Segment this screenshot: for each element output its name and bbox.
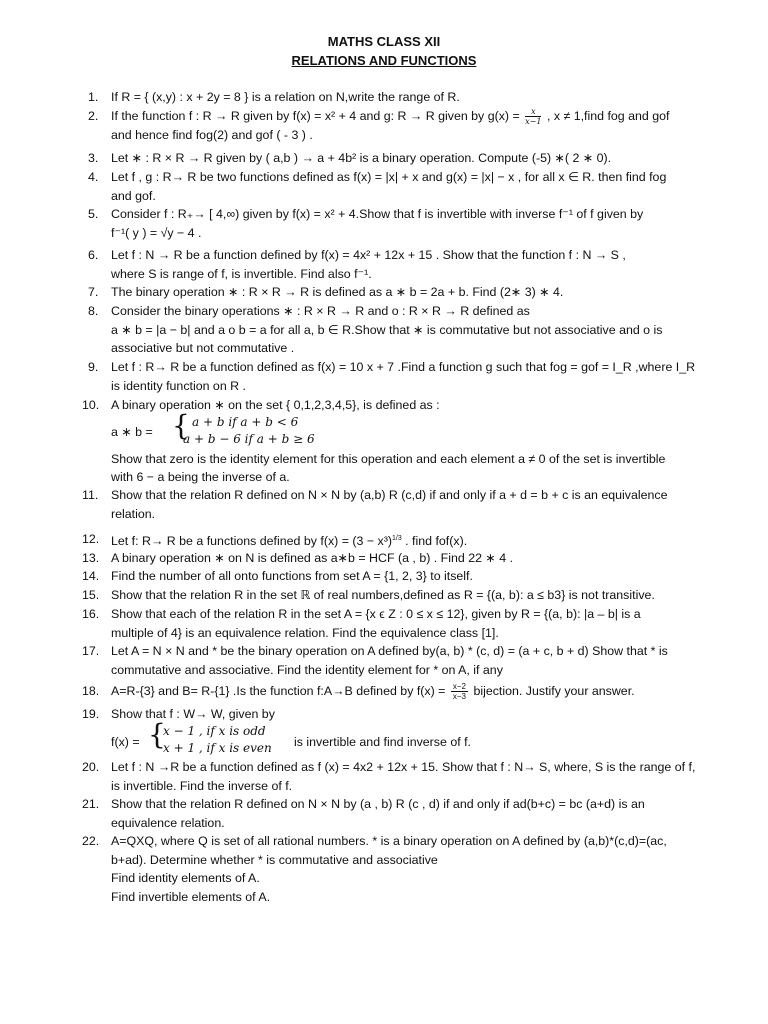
question-19: 19. Show that f : W→ W, given by f(x) = { x − 1 , if x is odd x + 1 , if x is even is invertible and find inverse of f. [82, 707, 472, 755]
question-15: 15. Show that the relation R in the set ℝ of real numbers,defined as R = {(a, b): a ≤ b3} is not transitive. [82, 588, 655, 602]
question-16: 16. Show that each of the relation R in the set A = {x ϵ Z : 0 ≤ x ≤ 12}, given by R = {(a, b): |a – b| is a multiple of 4} is an equivalence relation. Find the equivalence class [1]. [82, 607, 641, 640]
page-title: MATHS CLASS XII [327, 34, 441, 49]
question-12: 12. Let f: R→ R be a functions defined by $f(x) = (3 - x^3)^{1/3}$ . find fof(x). [82, 532, 468, 549]
question-7: 7. The binary operation ∗ : R × R → R is defined as a ∗ b = 2a + b. Find (2∗ 3) ∗ 4. [88, 285, 564, 299]
fraction: $\frac{x}{x-1}$ [525, 107, 542, 127]
question-1: 1. If R = { (x,y) : x + 2y = 8 } is a relation on N,write the range of R. [88, 90, 460, 104]
question-6: 6. Let f : N → R be a function defined by f(x) = 4x² + 12x + 15 . Show that the function f : N → S , where S is range of f, is invertible. Find also f⁻¹. [88, 248, 626, 281]
question-8: 8. Consider the binary operations ∗ : R × R → R and o : R × R → R defined as a ∗ b = |a − b| and a o b = a for all a, b ∈ R.Show that ∗ is commutative but not associative and o is associative but not commutative . [88, 304, 663, 356]
question-20: 20. Let f : N →R be a function defined as f (x) = 4x2 + 12x + 15. Show that f : N→ S, where, S is the range of f, is invertible. Find the inverse of f. [82, 760, 696, 793]
question-11: 11. Show that the relation R defined on N × N by (a,b) R (c,d) if and only if a + d = b + c is an equivalence relation. [82, 488, 668, 521]
question-22: 22. A=QXQ, where Q is set of all rational numbers. * is a binary operation on A defined by (a,b)*(c,d)=(ac, b+ad). Determine whether * is commutative and associative Find identity elements of A. Find invertible elements of A. [82, 834, 667, 904]
question-14: 14. Find the number of all onto functions from set A = {1, 2, 3} to itself. [82, 569, 473, 583]
question-21: 21. Show that the relation R defined on N × N by (a , b) R (c , d) if and only if ad(b+c) = bc (a+d) is an equivalence relation. [82, 797, 645, 830]
question-9: 9. Let f : R→ R be a function defined as f(x) = 10 x + 7 .Find a function g such that fog = gof = I_R ,where I_R is identity function on R . [88, 360, 696, 393]
question-10: 10. A binary operation ∗ on the set { 0,1,2,3,4,5}, is defined as : a ∗ b = { a + b if a + b < 6 a + b − 6 if a + b ≥ 6 Show that zero is the identity element for this operation and each element a ≠ 0 of the set is invertible with 6 − a being the inverse of a. [82, 398, 666, 484]
left-brace: { [148, 718, 166, 751]
question-17: 17. Let A = N × N and * be the binary operation on A defined by(a, b) * (c, d) = (a + c, b + d) Show that * is commutative and associative. Find the identity element for * on A, if any [82, 644, 668, 677]
page-subtitle: RELATIONS AND FUNCTIONS [291, 53, 477, 68]
question-5: 5. Consider f : R₊→ [ 4,∞) given by f(x) = x² + 4.Show that f is invertible with inverse f⁻¹ of f given by f⁻¹( y ) = √y − 4 . [88, 207, 644, 240]
question-13: 13. A binary operation ∗ on N is defined as a∗b = HCF (a , b) . Find 22 ∗ 4 . [82, 551, 514, 565]
question-2: 2. If the function f : R → R given by f(x) = x² + 4 and g: R → R given by g(x) = $\frac{x}{x-1}$ , x ≠ 1,find fog and gof and hence find fog(2) and gof ( - 3 ) . [88, 107, 670, 143]
question-18: 18. A=R-{3} and B= R-{1} .Is the function f:A→B defined by f(x) = $\frac{x-2}{x-3}$ bijection. Justify your answer. [82, 682, 635, 702]
question-3: 3. Let ∗ : R × R → R given by ( a,b ) → a + 4b² is a binary operation. Compute (-5) ∗( 2 ∗ 0). [88, 151, 612, 165]
question-4: 4. Let f , g : R→ R be two functions defined as f(x) = |x| + x and g(x) = |x| − x , for all x ∈ R. then find fog and gof. [88, 170, 667, 203]
left-brace: { [172, 409, 190, 442]
fraction: $\frac{x-2}{x-3}$ [452, 682, 466, 702]
